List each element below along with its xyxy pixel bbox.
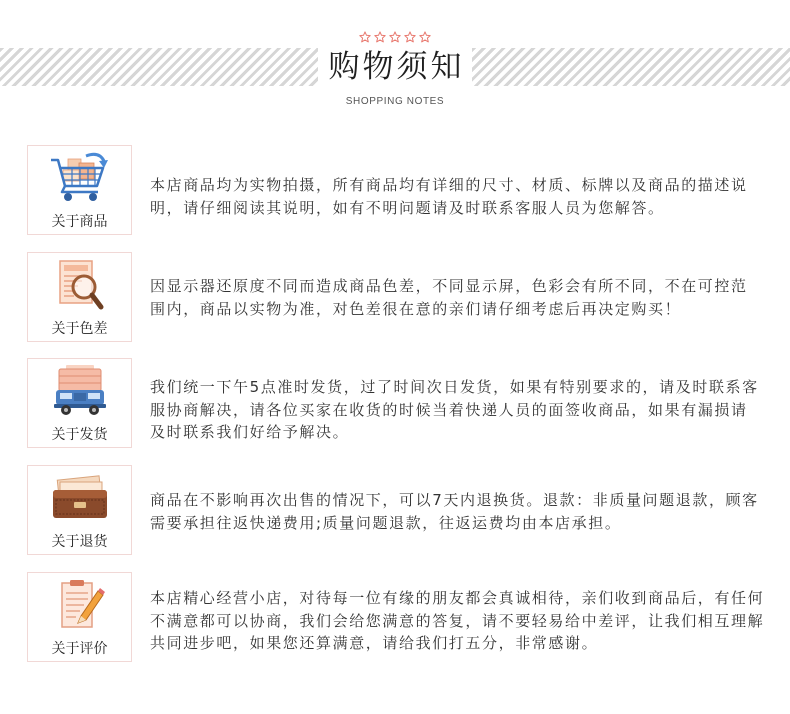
star-outline-icon [359,31,371,43]
note-icon-box-reviews [27,572,132,662]
note-text-color [150,275,780,320]
magnifier-document-icon [48,257,112,313]
note-text-line: 本店精心经营小店，对待每一位有缘的朋友都会真诚相待，亲们收到商品后，有任何 [150,589,765,607]
note-text-shipping [150,376,780,444]
note-text-line: 本店商品均为实物拍摄，所有商品均有详细的尺寸、材质、标牌以及商品的描述说 [150,176,748,194]
note-label: 关于发货 [51,427,108,443]
note-text-reviews [150,587,780,655]
stripe-band-right [472,48,790,86]
note-label: 关于商品 [51,214,108,230]
star-outline-icon [419,31,431,43]
delivery-truck-icon [48,363,112,419]
page-subtitle: SHOPPING NOTES [345,96,445,107]
note-text-line: 明，请仔细阅读其说明，如有不明问题请及时联系客服人员为您解答。 [150,198,665,217]
note-text-products [150,174,780,219]
note-text-line: 因显示器还原度不同而造成商品色差，不同显示屏，色彩会有所不同，不在可控范 [150,277,748,295]
note-text-line: 及时联系我们好给予解决。 [150,423,350,441]
note-text-line: 需要承担往返快递费用;质量问题退款，往返运费均由本店承担。 [150,513,622,532]
stripe-band-left [0,48,318,86]
note-text-line: 商品在不影响再次出售的情况下，可以7天内退换货。退款：非质量问题退款，顾客 [150,491,759,509]
note-text-line: 我们统一下午5点准时发货，过了时间次日发货，如果有特别要求的，请及时联系客 [150,378,759,396]
note-label: 关于退货 [51,534,108,550]
star-outline-icon [374,31,386,43]
note-label: 关于评价 [51,641,108,657]
page-title: 购物须知 [328,49,465,85]
note-icon-box-shipping [27,358,132,448]
note-text-line: 服协商解决，请各位买家在收货的时候当着快递人员的面签收商品，如果有漏损请 [150,400,748,419]
note-icon-box-color [27,252,132,342]
shopping-cart-icon [48,150,112,206]
star-outline-icon [404,31,416,43]
note-text-line: 不满意都可以协商，我们会给您满意的答复，请不要轻易给中差评，让我们相互理解 [150,611,765,630]
wallet-icon [48,470,112,526]
star-outline-icon [389,31,401,43]
note-icon-box-returns [27,465,132,555]
note-text-returns [150,489,780,534]
note-text-line: 围内，商品以实物为准，对色差很在意的亲们请仔细考虑后再决定购买！ [150,299,682,318]
note-icon-box-products [27,145,132,235]
clipboard-pencil-icon [48,577,112,633]
star-decoration [0,31,790,44]
note-text-line: 共同进步吧，如果您还算满意，请给我们打五分，非常感谢。 [150,634,599,652]
note-label: 关于色差 [51,321,108,337]
